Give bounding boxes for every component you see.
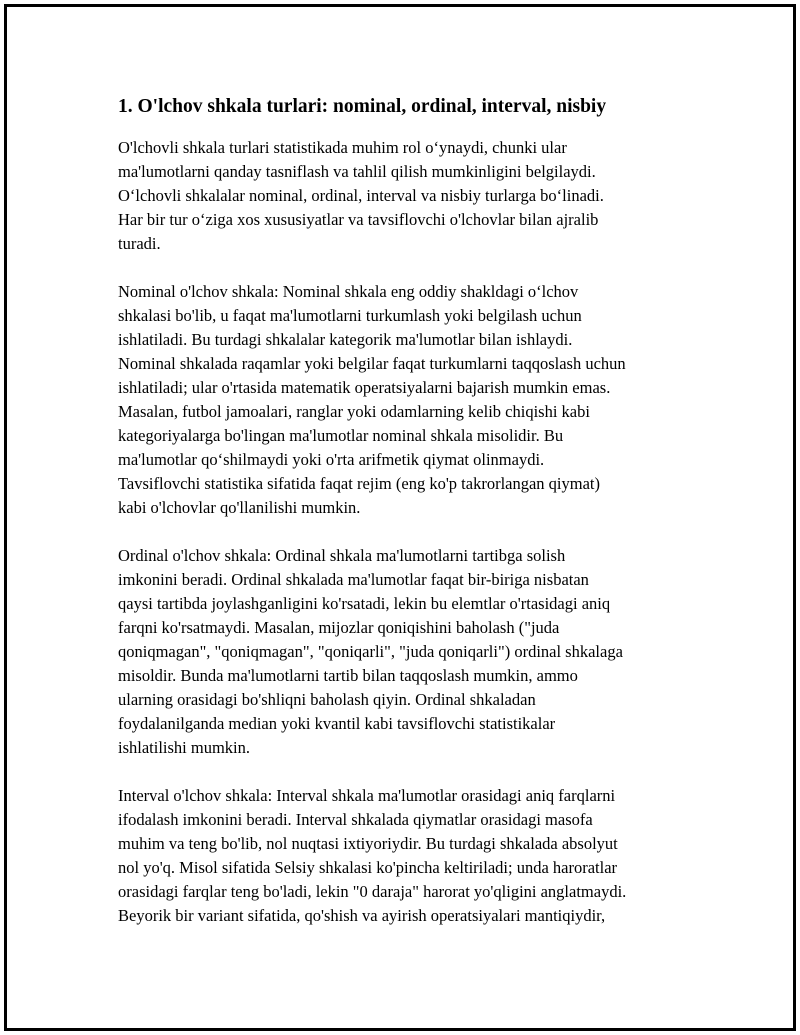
- paragraph-line: Masalan, futbol jamoalari, ranglar yoki odamlarning kelib chiqishi kabi: [118, 402, 590, 421]
- paragraph-ordinal: [118, 544, 688, 760]
- section-heading: 1. O'lchov shkala turlari: nominal, ordinal, interval, nisbiy: [118, 96, 607, 117]
- paragraph-line: ma'lumotlarni qanday tasniflash va tahlil qilish mumkinligini belgilaydi.: [118, 162, 596, 181]
- paragraph-line: ma'lumotlar qo‘shilmaydi yoki o'rta arifmetik qiymat olinmaydi.: [118, 450, 545, 469]
- paragraph-line: Nominal o'lchov shkala: Nominal shkala eng oddiy shakldagi o‘lchov: [118, 282, 579, 301]
- paragraph-line: ishlatiladi; ular o'rtasida matematik operatsiyalarni bajarish mumkin emas.: [118, 378, 611, 397]
- paragraph-line: misoldir. Bunda ma'lumotlarni tartib bilan taqqoslash mumkin, ammo: [118, 666, 578, 685]
- paragraph-line: Beyorik bir variant sifatida, qo'shish va ayirish operatsiyalari mantiqiydir,: [118, 906, 606, 925]
- paragraph-line: Tavsiflovchi statistika sifatida faqat rejim (eng ko'p takrorlangan qiymat): [118, 474, 601, 493]
- paragraph-line: ifodalash imkonini beradi. Interval shkalada qiymatlar orasidagi masofa: [118, 810, 593, 829]
- paragraph-line: kategoriyalarga bo'lingan ma'lumotlar nominal shkala misolidir. Bu: [118, 426, 564, 445]
- paragraph-line: ishlatilishi mumkin.: [118, 738, 251, 757]
- paragraph-line: O‘lchovli shkalalar nominal, ordinal, interval va nisbiy turlarga bo‘linadi.: [118, 186, 604, 205]
- paragraph-line: Interval o'lchov shkala: Interval shkala ma'lumotlar orasidagi aniq farqlarni: [118, 786, 616, 805]
- paragraph-line: Ordinal o'lchov shkala: Ordinal shkala ma'lumotlarni tartibga solish: [118, 546, 566, 565]
- paragraph-line: orasidagi farqlar teng bo'ladi, lekin "0 daraja" harorat yo'qligini anglatmaydi.: [118, 882, 627, 901]
- paragraph-line: imkonini beradi. Ordinal shkalada ma'lumotlar faqat bir-biriga nisbatan: [118, 570, 589, 589]
- paragraph-line: ishlatiladi. Bu turdagi shkalalar kategorik ma'lumotlar bilan ishlaydi.: [118, 330, 573, 349]
- paragraph-line: muhim va teng bo'lib, nol nuqtasi ixtiyoriydir. Bu turdagi shkalada absolyut: [118, 834, 618, 853]
- paragraph-line: qoniqmagan", "qoniqmagan", "qoniqarli", "juda qoniqarli") ordinal shkalaga: [118, 642, 623, 661]
- paragraph-line: shkalasi bo'lib, u faqat ma'lumotlarni turkumlash yoki belgilash uchun: [118, 306, 582, 325]
- paragraph-line: farqni ko'rsatmaydi. Masalan, mijozlar qoniqishini baholash ("juda: [118, 618, 560, 637]
- paragraph-intro: [118, 136, 688, 256]
- paragraph-interval: [118, 784, 688, 928]
- paragraph-line: Har bir tur o‘ziga xos xususiyatlar va tavsiflovchi o'lchovlar bilan ajralib: [118, 210, 599, 229]
- paragraph-line: foydalanilganda median yoki kvantil kabi tavsiflovchi statistikalar: [118, 714, 556, 733]
- paragraph-line: nol yo'q. Misol sifatida Selsiy shkalasi ko'pincha keltiriladi; unda haroratlar: [118, 858, 618, 877]
- paragraph-line: kabi o'lchovlar qo'llanilishi mumkin.: [118, 498, 361, 517]
- paragraph-nominal: [118, 280, 688, 520]
- paragraph-line: O'lchovli shkala turlari statistikada muhim rol o‘ynaydi, chunki ular: [118, 138, 567, 157]
- paragraph-line: ularning orasidagi bo'shliqni baholash qiyin. Ordinal shkaladan: [118, 690, 536, 709]
- document-body: [118, 94, 688, 952]
- paragraph-line: turadi.: [118, 234, 161, 253]
- paragraph-line: qaysi tartibda joylashganligini ko'rsatadi, lekin bu elemtlar o'rtasidagi aniq: [118, 594, 611, 613]
- paragraph-line: Nominal shkalada raqamlar yoki belgilar faqat turkumlarni taqqoslash uchun: [118, 354, 626, 373]
